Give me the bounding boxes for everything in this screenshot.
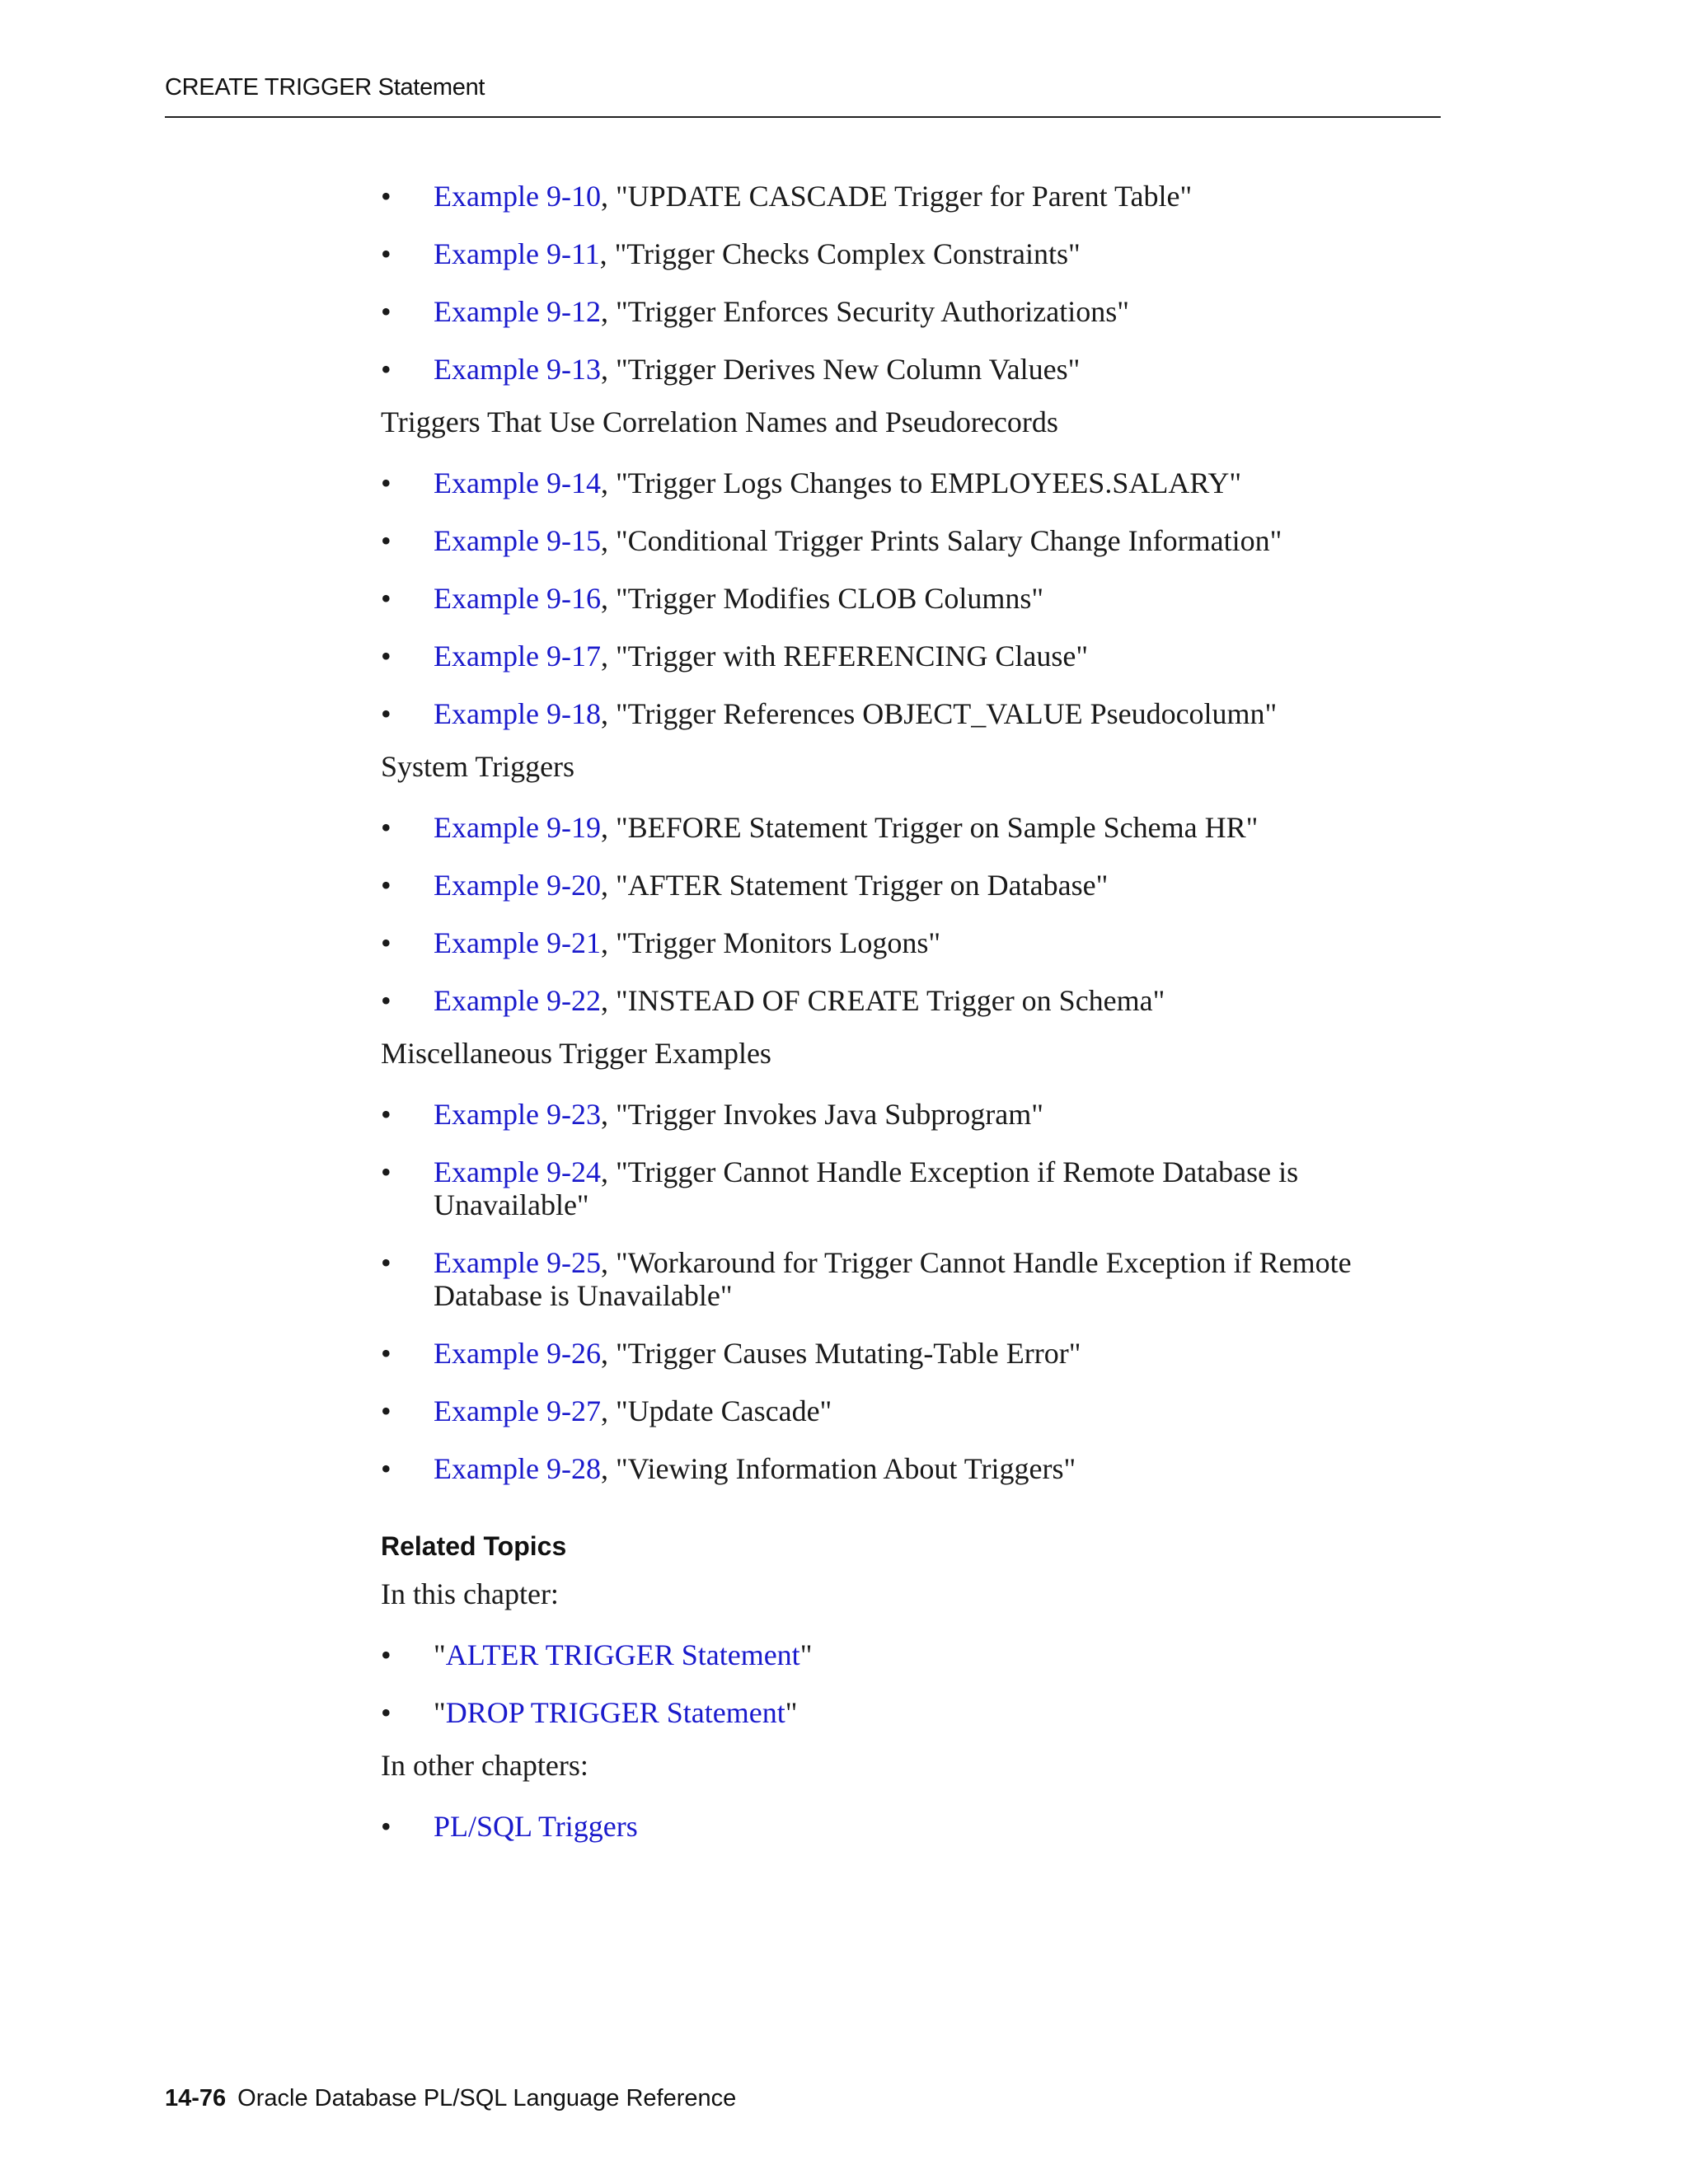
example-link[interactable]: Example 9-20 (434, 869, 601, 902)
example-link[interactable]: Example 9-18 (434, 697, 601, 730)
group-heading: System Triggers (381, 750, 575, 783)
bullet-icon: • (381, 466, 392, 499)
book-title: Oracle Database PL/SQL Language Reference (237, 2085, 737, 2111)
in-other-chapters-label: In other chapters: (381, 1749, 588, 1782)
example-link[interactable]: Example 9-26 (434, 1337, 601, 1370)
plsql-triggers-link[interactable]: PL/SQL Triggers (434, 1810, 638, 1843)
bullet-icon: • (381, 697, 392, 730)
bullet-icon: • (381, 295, 392, 328)
example-link[interactable]: Example 9-21 (434, 926, 601, 959)
bullet-icon: • (381, 869, 392, 902)
in-this-chapter-label: In this chapter: (381, 1577, 559, 1610)
bullet-icon: • (381, 582, 392, 615)
bullet-icon: • (381, 1452, 392, 1485)
bullet-icon: • (381, 237, 392, 270)
page-number: 14-76 (165, 2085, 227, 2111)
bullet-icon: • (381, 1810, 392, 1843)
bullet-icon: • (381, 180, 392, 213)
group-heading: Miscellaneous Trigger Examples (381, 1037, 771, 1070)
bullet-icon: • (381, 353, 392, 386)
bullet-icon: • (381, 1155, 392, 1188)
example-link[interactable]: Example 9-19 (434, 811, 601, 844)
example-link[interactable]: Example 9-27 (434, 1394, 601, 1427)
group-heading: Triggers That Use Correlation Names and Pseudorecords (381, 405, 1058, 438)
bullet-icon: • (381, 1098, 392, 1131)
example-link[interactable]: Example 9-13 (434, 353, 601, 386)
example-link[interactable]: Example 9-24 (434, 1155, 601, 1188)
bullet-icon: • (381, 1246, 392, 1279)
related-topics-heading: Related Topics (381, 1531, 567, 1561)
example-link[interactable]: Example 9-14 (434, 466, 601, 499)
example-link[interactable]: Example 9-16 (434, 582, 601, 615)
bullet-icon: • (381, 984, 392, 1017)
example-link[interactable]: Example 9-11 (434, 237, 600, 270)
page-footer (165, 2085, 736, 2112)
header-rule (165, 116, 1441, 118)
example-link[interactable]: Example 9-10 (434, 180, 601, 213)
example-link[interactable]: Example 9-17 (434, 640, 601, 673)
bullet-icon: • (381, 926, 392, 959)
bullet-icon: • (381, 1638, 392, 1671)
bullet-icon: • (381, 1337, 392, 1370)
example-link[interactable]: Example 9-25 (434, 1246, 601, 1279)
example-link[interactable]: Example 9-12 (434, 295, 601, 328)
alter-trigger-link[interactable]: ALTER TRIGGER Statement (445, 1638, 800, 1671)
bullet-icon: • (381, 1696, 392, 1729)
bullet-icon: • (381, 640, 392, 673)
bullet-icon: • (381, 811, 392, 844)
bullet-icon: • (381, 524, 392, 557)
bullet-icon: • (381, 1394, 392, 1427)
drop-trigger-link[interactable]: DROP TRIGGER Statement (445, 1696, 785, 1729)
running-header: CREATE TRIGGER Statement (165, 74, 485, 101)
example-link[interactable]: Example 9-15 (434, 524, 601, 557)
example-link[interactable]: Example 9-23 (434, 1098, 601, 1131)
example-link[interactable]: Example 9-28 (434, 1452, 601, 1485)
example-link[interactable]: Example 9-22 (434, 984, 601, 1017)
